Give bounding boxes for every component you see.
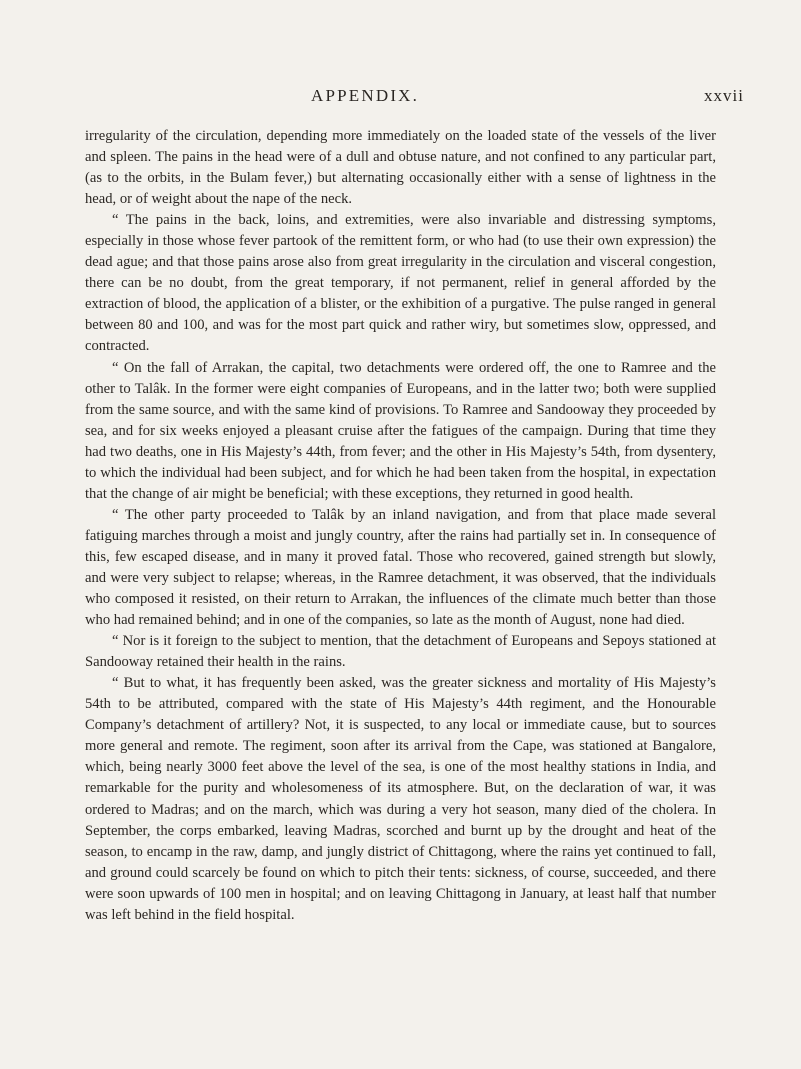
running-head [0,86,801,110]
body-text [85,126,716,926]
running-title: APPENDIX. [311,86,420,105]
paragraph-1: irregularity of the circulation, depending more immediately on the loaded state of the vessels of the liver and spleen. The pains in the head were of a dull and obtuse nature, and not confined to any particular part, (as to the orbits, in the Bulam fever,) but alternating occasionally either with a sense of lightness in the head, or of weight about the nape of the neck. [85,128,716,208]
paragraph-2: “ The pains in the back, loins, and extremities, were also invariable and distressing symptoms, especially in those whose fever partook of the remittent form, or who had (to use their own expression) the dead ague; and that those pains arose also from great irregularity in the circulation and visceral congestion, there can be no doubt, from the great temporary, if not permanent, relief in general afforded by the extraction of blood, the application of a blister, or the exhibition of a purgative. The pulse ranged in general between 80 and 100, and was for the most part quick and rather wiry, but sometimes slow, oppressed, and contracted. [85,212,716,355]
paragraph-5: “ Nor is it foreign to the subject to mention, that the detachment of Europeans and Sepoys stationed at Sandooway retained their health in the rains. [85,633,716,671]
paragraph-4: “ The other party proceeded to Talâk by an inland navigation, and from that place made several fatiguing marches through a moist and jungly country, after the rains had partially set in. In consequence of this, few escaped disease, and in many it proved fatal. Those who recovered, gained strength but slowly, and were very subject to relapse; whereas, in the Ramree detachment, it was observed, that the individuals who composed it resisted, on their return to Arrakan, the influences of the climate much better than those who had remained behind; and in one of the companies, so late as the month of August, none had died. [85,506,716,629]
page-number: xxvii [704,86,744,105]
paragraph-6: “ But to what, it has frequently been asked, was the greater sickness and mortality of His Majesty’s 54th to be attributed, compared with the state of His Majesty’s 44th regiment, and the Honourable Company’s detachment of artillery? Not, it is suspected, to any local or immediate cause, but to sources more general and remote. The regiment, soon after its arrival from the Cape, was stationed at Bangalore, which, being nearly 3000 feet above the level of the sea, is one of the most healthy stations in India, and remarkable for the purity and wholesomeness of its atmosphere. But, on the declaration of war, it was ordered to Madras; and on the march, which was during a very hot season, many died of the cholera. In September, the corps embarked, leaving Madras, scorched and burnt up by the drought and heat of the season, to encamp in the raw, damp, and jungly district of Chittagong, where the rains yet continued to fall, and ground could scarcely be found on which to pitch their tents: sickness, of course, succeeded, and there were soon upwards of 100 men in hospital; and on leaving Chittagong in January, at least half that number was left behind in the field hospital. [85,675,716,923]
paragraph-3: “ On the fall of Arrakan, the capital, two detachments were ordered off, the one to Ramree and the other to Talâk. In the former were eight companies of Europeans, and in the latter two; both were supplied from the same source, and with the same kind of provisions. To Ramree and Sandooway they proceeded by sea, and for six weeks enjoyed a pleasant cruise after the fatigues of the campaign. During that time they had two deaths, one in His Majesty’s 44th, from fever; and the other in His Majesty’s 54th, from dysentery, to which the individual had been subject, and for which he had been taken from the hospital, in expectation that the change of air might be beneficial; with these exceptions, they returned in good health. [85,359,716,502]
